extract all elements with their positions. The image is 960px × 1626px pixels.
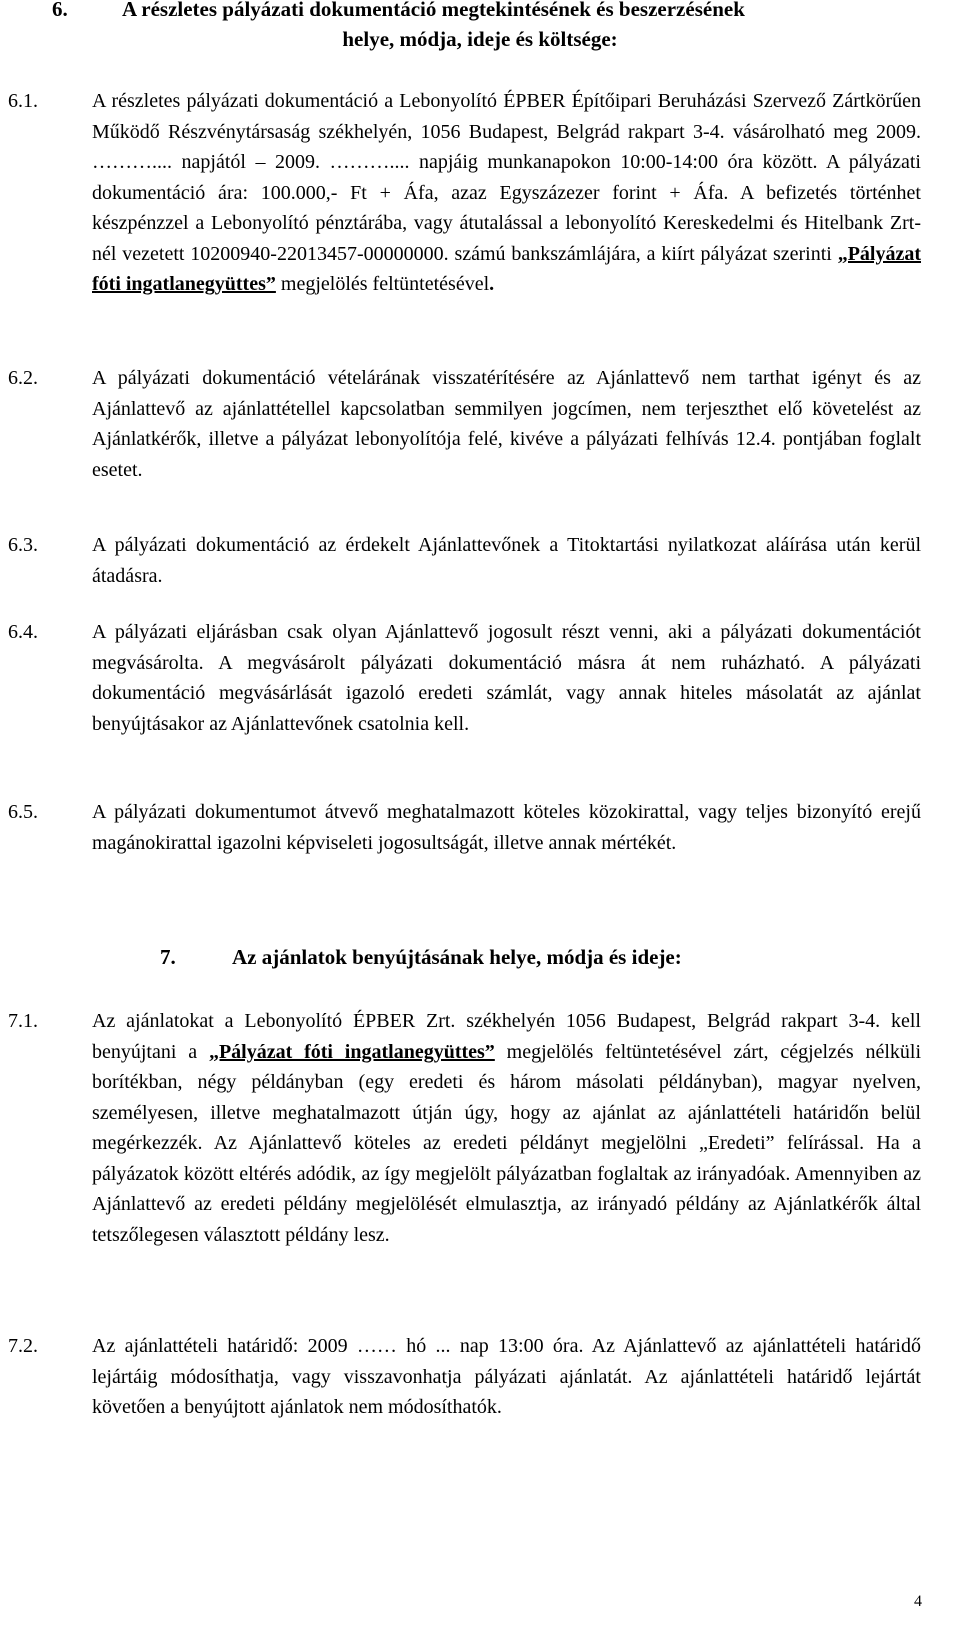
paragraph-text: A pályázati eljárásban csak olyan Ajánlattevő jogosult részt venni, aki a pályázati dokumentációt megvásárolta. A megvásárolt pályázati dokumentáció másra át nem ruházható. A pályázati dokumentáció megvásárlását igazoló eredeti számlát, vagy annak hiteles másolatát az ajánlat benyújtásakor az Ajánlattevőnek csatolnia kell.	[92, 621, 921, 735]
paragraph-number: 7.1.	[8, 1010, 38, 1032]
page-number: 4	[914, 1593, 922, 1610]
project-name-emphasis: „Pályázat fóti ingatlanegyüttes”	[92, 242, 921, 295]
paragraph-text: A pályázati dokumentumot átvevő meghatalmazott köteles közokirattal, vagy teljes bizonyító erejű magánokirattal igazolni képviseleti jogosultságát, illetve annak mértékét.	[92, 801, 921, 854]
paragraph-text: A pályázati dokumentáció az érdekelt Ajánlattevőnek a Titoktartási nyilatkozat aláírása után kerül átadásra.	[92, 534, 921, 587]
paragraph-number: 6.5.	[8, 801, 38, 823]
paragraph-text: Az ajánlattételi határidő: 2009 …… hó ... nap 13:00 óra. Az Ajánlattevő az ajánlattételi határidő lejártáig módosíthatja, vagy visszavonhatja pályázati ajánlatát. Az ajánlattételi határidő lejártát követően a benyújtott ajánlatok nem módosíthatók.	[92, 1335, 921, 1418]
paragraph-text: A pályázati dokumentáció vételárának visszatérítésére az Ajánlattevő nem tarthat igényt és az Ajánlattevő az ajánlattétellel kapcsolatban semmilyen jogcímen, nem terjeszthet elő követelést az Ajánlatkérők, illetve a pályázat lebonyolítója felé, kivéve a pályázati felhívás 12.4. pontjában foglalt esetet.	[92, 367, 921, 481]
paragraph-text-part1: Az ajánlatokat a Lebonyolító ÉPBER Zrt. székhelyén 1056 Budapest, Belgrád rakpart 3-4. kell benyújtani a	[92, 1010, 921, 1063]
section-6-heading	[0, 0, 960, 62]
paragraph-text-part1: A részletes pályázati dokumentáció a Lebonyolító ÉPBER Építőipari Beruházási Szervező Zártkörűen Működő Részvénytársaság székhelyén, 1056 Budapest, Belgrád rakpart 3-4. vásárolható meg 2009. ……….... napjától – 2009. ……….... napjáig munkanapokon 10:00-14:00 óra között. A pályázati dokumentáció ára: 100.000,- Ft + Áfa, azaz Egyszázezer forint + Áfa. A befizetés történhet készpénzzel a Lebonyolító pénztárába, vagy átutalással a lebonyolító Kereskedelmi és Hitelbank Zrt-nél vezetett 10200940-22013457-00000000. számú bankszámlájára, a kiírt pályázat szerinti	[92, 90, 921, 265]
paragraph-number: 6.3.	[8, 534, 38, 556]
paragraph-text	[92, 86, 921, 300]
paragraph-number: 6.2.	[8, 367, 38, 389]
paragraph-number: 6.4.	[8, 621, 38, 643]
paragraph-number: 7.2.	[8, 1335, 38, 1357]
section-6-number: 6.	[52, 0, 68, 21]
section-7-title: Az ajánlatok benyújtásának helye, módja és ideje:	[232, 945, 682, 969]
paragraph-number: 6.1.	[8, 90, 38, 112]
paragraph-text-end: .	[489, 273, 495, 295]
paragraph-text-part2: megjelölés feltüntetésével zárt, cégjelzés nélküli borítékban, négy példányban (egy eredeti és három másolati példányban), magyar nyelven, személyesen, illetve meghatalmazott útján úgy, hogy az ajánlat az ajánlattételi határidőn belül megérkezzék. Az Ajánlattevő köteles az eredeti példányt megjelölni „Eredeti” felírással. Ha a pályázatok között eltérés adódik, az így megjelölt pályázatban foglaltak az irányadóak. Amennyiben az Ajánlattevő az eredeti példány megjelölését elmulasztja, az irányadó példány az Ajánlatkérők által tetszőlegesen választott példány lesz.	[92, 1040, 921, 1246]
section-7-heading	[0, 942, 960, 974]
section-7-number: 7.	[160, 945, 176, 969]
section-6-title-line1: A részletes pályázati dokumentáció megtekintésének és beszerzésének	[122, 0, 745, 21]
project-name-emphasis: „Pályázat fóti ingatlanegyüttes”	[208, 1040, 495, 1063]
paragraph-text	[92, 1006, 921, 1250]
section-6-title-line2: helye, módja, ideje és költsége:	[342, 27, 618, 51]
paragraph-text-part2: megjelölés feltüntetésével	[275, 273, 490, 295]
